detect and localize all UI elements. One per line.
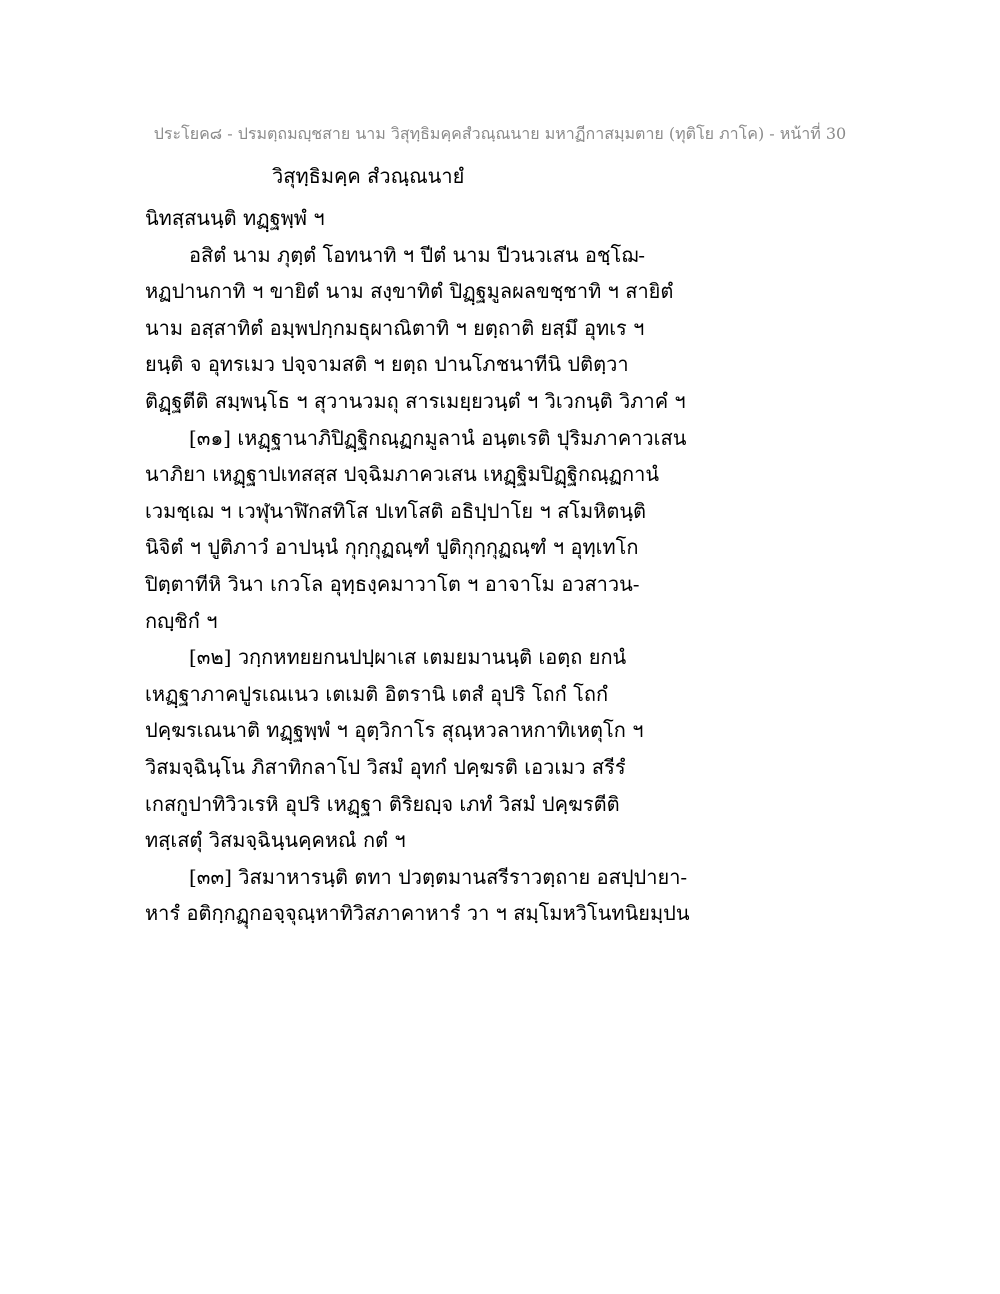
paragraph-31-start: [๓๑] เหฏฺฐานาภิปิฏฺฐิกณฺฏกมูลานํ อนฺตเรติ ปุริมภาคาวเสน [189, 425, 687, 450]
text-line: เกสกูปาทิวิวเรหิ อุปริ เหฏฺฐา ติริยญฺจ เภทํ วิสมํ ปคฺฆรตีติ [145, 791, 620, 816]
text-line: นาม อสฺสาทิตํ อมฺพปกฺกมธุผาณิตาทิ ฯ ยตฺถาติ ยสฺมึ อุทเร ฯ [145, 315, 645, 340]
text-line: ยนฺติ จ อุทรเมว ปจฺจามสติ ฯ ยตฺถ ปานโภชนาทีนิ ปติตฺวา [145, 352, 629, 377]
body-text [145, 200, 690, 932]
text-line: เหฏฺฐาภาคปูรเณเนว เตเมติ อิตรานิ เตสํ อุปริ โถกํ โถกํ [145, 681, 609, 706]
paragraph-33-start: [๓๓] วิสมาหารนฺติ ตทา ปวตฺตมานสรีราวตฺถาย อสปฺปายา- [189, 864, 688, 889]
text-line: นิทสฺสนนฺติ ทฏฺฐพฺพํ ฯ [145, 206, 325, 230]
text-line: ปคฺฆรเณนาติ ทฏฺฐพฺพํ ฯ อุตฺวิกาโร สุณฺหวลาหกาทิเหตุโก ฯ [145, 718, 644, 743]
text-line: หารํ อติกฺกฏุกอจฺจุณฺหาทิวิสภาคาหารํ วา ฯ สมฺโมหวิโนทนิยมฺปน [145, 901, 690, 926]
text-line: เวมชฺเฌ ฯ เวฬุนาฬิกสทิโส ปเทโสติ อธิปฺปาโย ฯ สโมหิตนฺติ [145, 498, 647, 523]
book-title: วิสุทฺธิมคฺค สํวณฺณนายํ [272, 164, 465, 188]
text-line: ติฏฺฐตีติ สมฺพนฺโธ ฯ สุวานวมถุ สารเมยฺยวนฺตํ ฯ วิเวกนฺติ วิภาคํ ฯ [145, 388, 686, 413]
text-line: วิสมจฺฉินฺโน ภิสาทิกลาโป วิสมํ อุทกํ ปคฺฆรติ เอวเมว สรีรํ [145, 754, 626, 779]
text-line: ปิตฺตาทีหิ วินา เกวโล อุทฺธงฺคมาวาโต ฯ อาจาโม อวสาวน- [145, 571, 640, 596]
running-header: ประโยค๘ - ปรมตฺถมญฺชสาย นาม วิสุทฺธิมคฺคสํวณฺณนาย มหาฏีกาสมฺมตาย (ทุติโย ภาโค) - หน้าที่ 30 [153, 124, 847, 143]
text-line: นิจิตํ ฯ ปูติภาวํ อาปนฺนํ กุกฺกุฏณฺฑํ ปูติกุกฺกุฏณฺฑํ ฯ อุทฺเทโก [145, 535, 639, 560]
text-line: ทสฺเสตุํ วิสมจฺฉินฺนคฺคหณํ กตํ ฯ [145, 828, 406, 853]
text-line: กญฺชิกํ ฯ [145, 608, 218, 633]
text-line: หฏปานกาทิ ฯ ขายิตํ นาม สงฺขาทิตํ ปิฏฺฐมูลผลขชฺชาทิ ฯ สายิตํ [145, 279, 674, 304]
text-line: นาภิยา เหฏฺฐาปเทสสฺส ปจฺฉิมภาควเสน เหฏฺฐิมปิฏฺฐิกณฺฏกานํ [145, 462, 660, 487]
paragraph-32-start: [๓๒] วกฺกหทยยกนปปฺผาเส เตมยมานนฺติ เอตฺถ ยกนํ [189, 645, 627, 670]
text-line: อสิตํ นาม ภุตฺตํ โอทนาทิ ฯ ปีตํ นาม ปีวนวเสน อชฺโฌ- [189, 242, 646, 267]
